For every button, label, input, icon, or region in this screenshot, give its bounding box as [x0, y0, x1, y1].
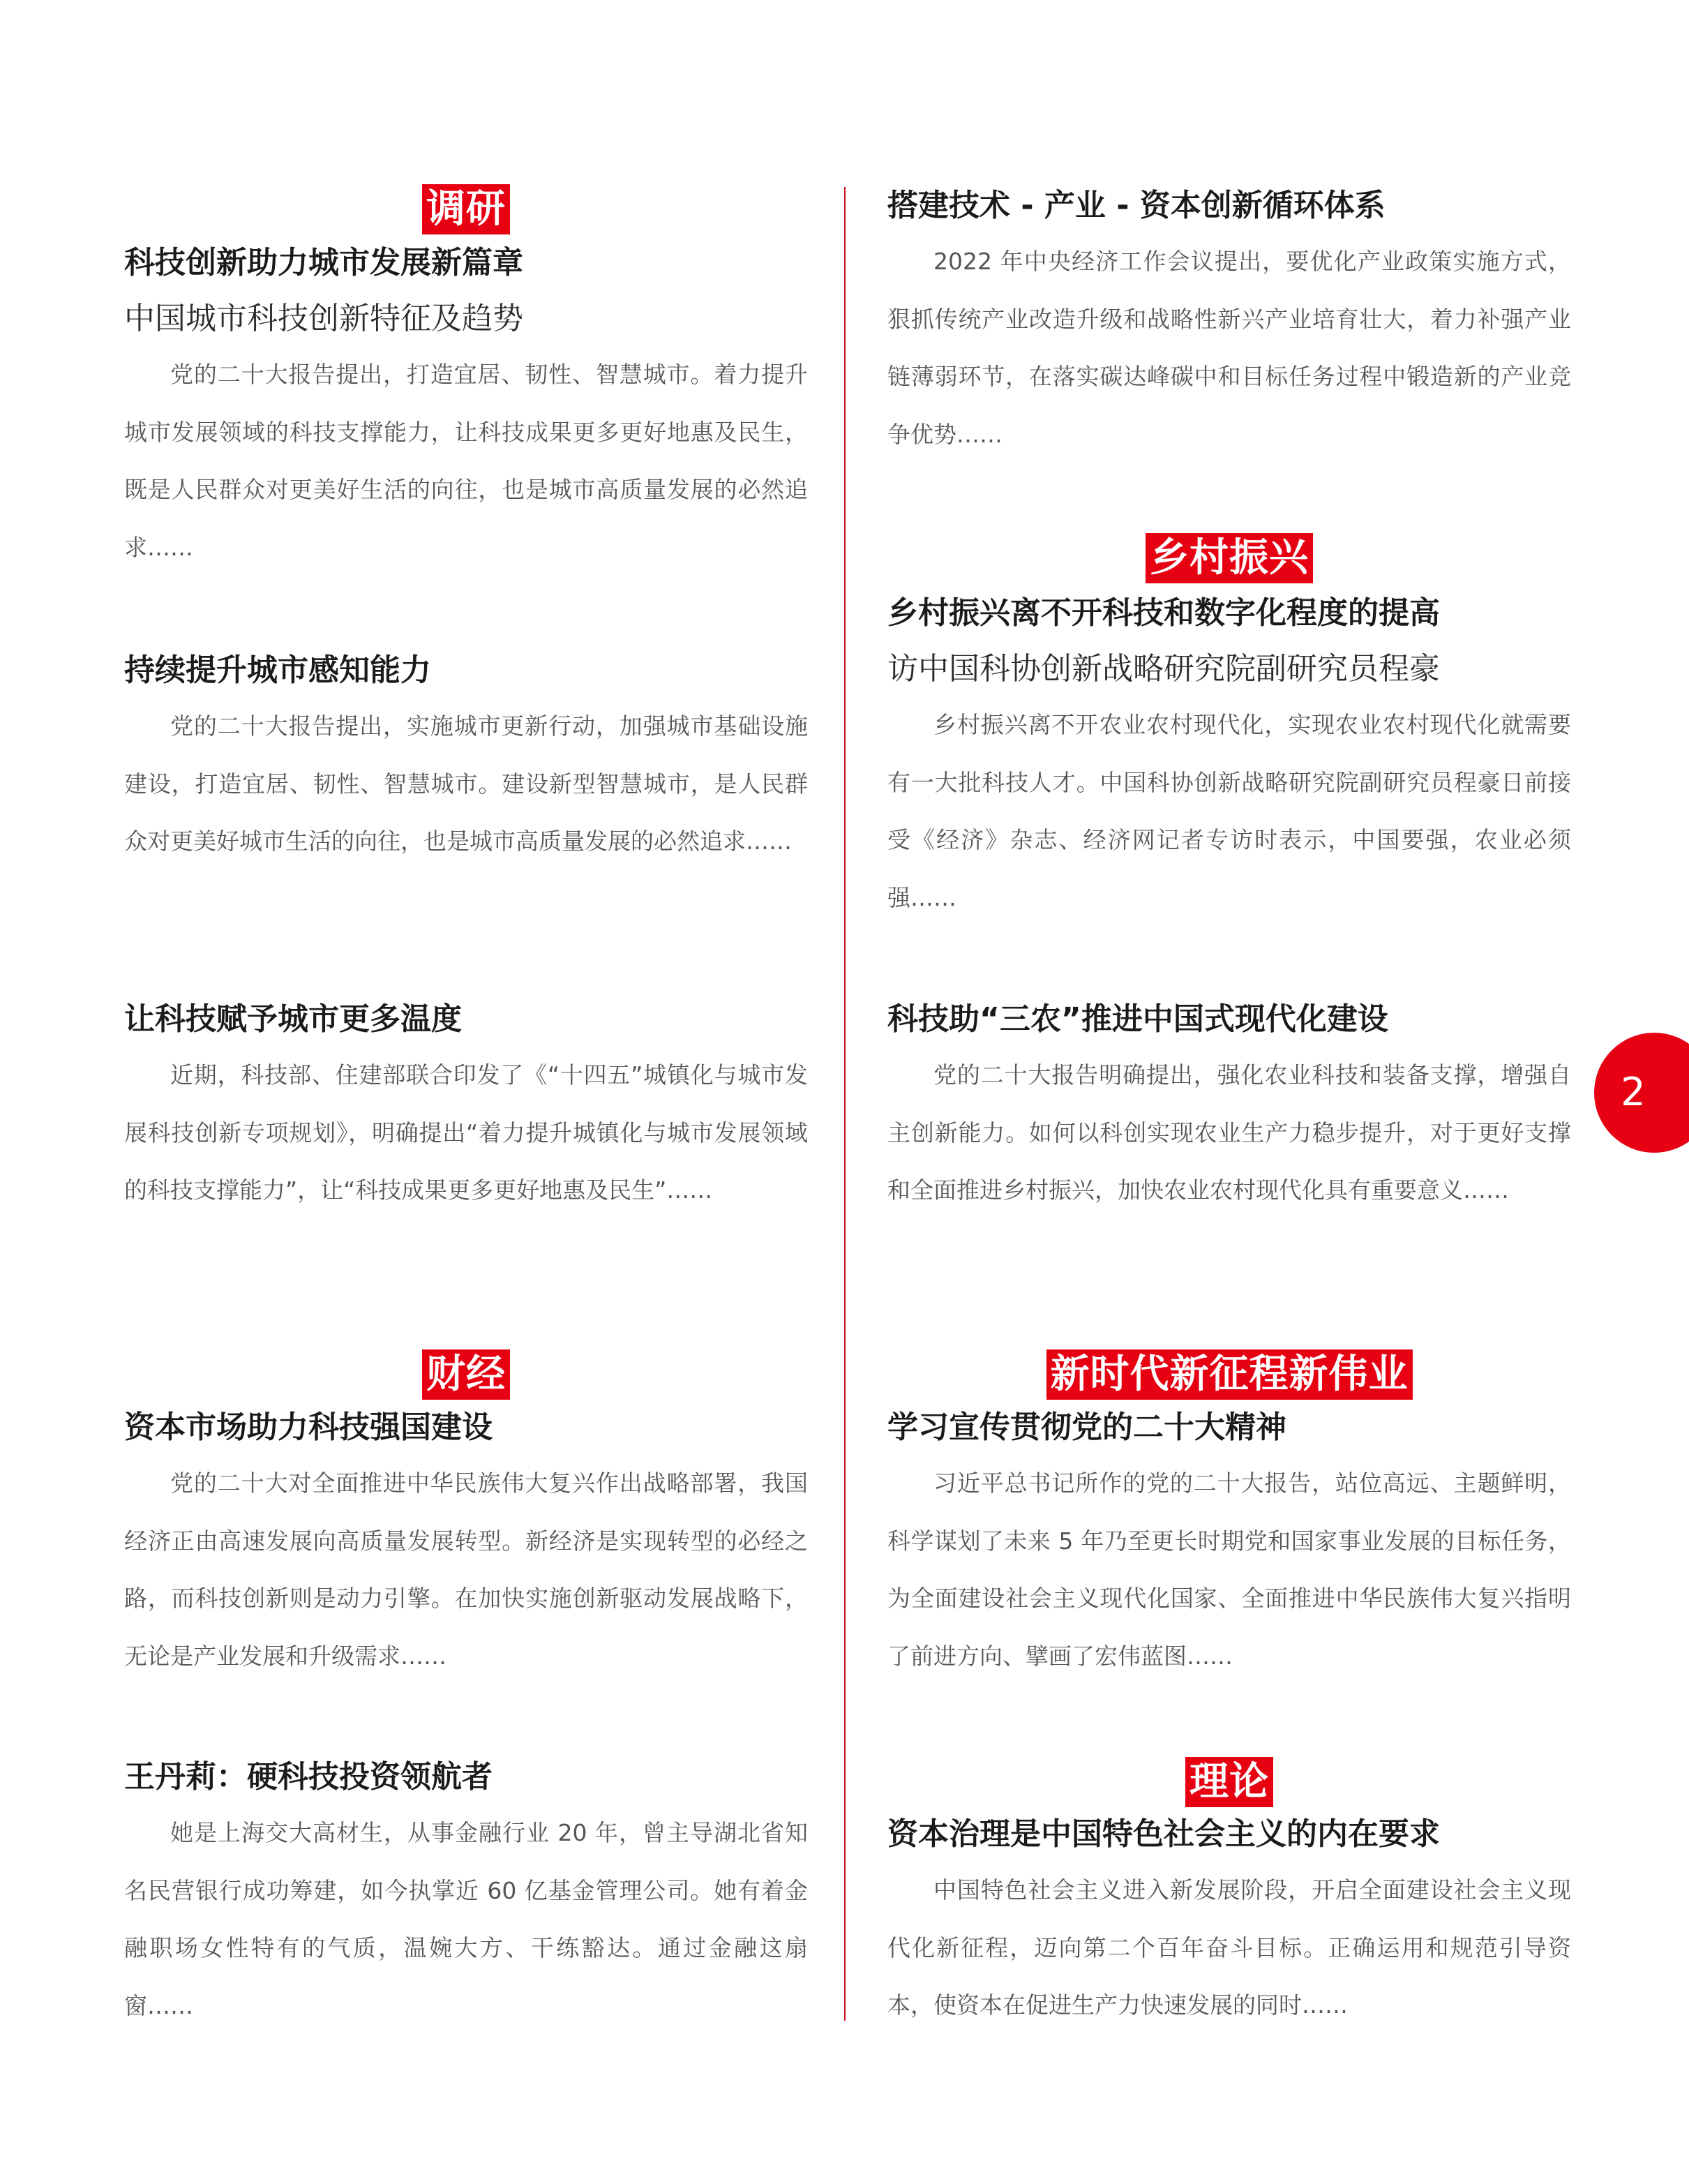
article-title[interactable]: 持续提升城市感知能力 — [124, 652, 431, 688]
article-title[interactable]: 学习宣传贯彻党的二十大精神 — [887, 1409, 1286, 1445]
article-wang-danli[interactable] — [124, 1756, 808, 2035]
section-tag-research: 调研 — [422, 184, 510, 234]
section-tag-finance: 财经 — [422, 1349, 510, 1400]
page-number-badge — [1594, 1033, 1689, 1153]
article-study-congress[interactable] — [887, 1406, 1571, 1685]
article-excerpt: 近期，科技部、住建部联合印发了《“十四五”城镇化与城市发展科技创新专项规划》，明确提出“着力提升城镇化与城市发展领域的科技支撑能力”，让“科技成果更多更好地惠及民生”…… — [124, 1061, 808, 1204]
article-title[interactable]: 资本市场助力科技强国建设 — [124, 1409, 493, 1445]
article-three-rural[interactable] — [887, 998, 1571, 1220]
article-city-warmth[interactable] — [124, 998, 808, 1220]
article-capital-governance[interactable] — [887, 1813, 1571, 2035]
section-tag-theory-wrap — [887, 1757, 1571, 1807]
article-innovation-cycle[interactable] — [887, 184, 1571, 463]
article-city-innovation[interactable] — [124, 241, 808, 576]
section-tag-research-wrap — [124, 184, 808, 234]
section-tag-rural-revitalization: 乡村振兴 — [1146, 533, 1313, 583]
article-excerpt: 乡村振兴离不开农业农村现代化，实现农业农村现代化就需要有一大批科技人才。中国科协创新战略研究院副研究员程豪日前接受《经济》杂志、经济网记者专访时表示，中国要强，农业必须强…… — [887, 711, 1571, 911]
article-excerpt: 党的二十大报告提出，实施城市更新行动，加强城市基础设施建设，打造宜居、韧性、智慧城市。建设新型智慧城市，是人民群众对更美好城市生活的向往，也是城市高质量发展的必然追求…… — [124, 712, 808, 855]
article-subtitle: 访中国科协创新战略研究院副研究员程豪 — [887, 651, 1440, 687]
article-rural-digital[interactable] — [887, 592, 1571, 927]
article-title[interactable]: 乡村振兴离不开科技和数字化程度的提高 — [887, 595, 1440, 631]
article-title[interactable]: 让科技赋予城市更多温度 — [124, 1001, 462, 1037]
article-excerpt: 2022 年中央经济工作会议提出，要优化产业政策实施方式，狠抓传统产业改造升级和战略性新兴产业培育壮大，着力补强产业链薄弱环节，在落实碳达峰碳中和目标任务过程中锻造新的产业竞争优势…… — [887, 248, 1571, 448]
article-excerpt: 中国特色社会主义进入新发展阶段，开启全面建设社会主义现代化新征程，迈向第二个百年奋斗目标。正确运用和规范引导资本，使资本在促进生产力快速发展的同时…… — [887, 1876, 1571, 2019]
article-capital-market[interactable] — [124, 1406, 808, 1685]
section-tag-new-era-wrap — [887, 1349, 1571, 1400]
article-subtitle: 中国城市科技创新特征及趋势 — [124, 301, 523, 336]
article-excerpt: 习近平总书记所作的党的二十大报告，站位高远、主题鲜明，科学谋划了未来 5 年乃至更长时期党和国家事业发展的目标任务，为全面建设社会主义现代化国家、全面推进中华民族伟大复兴指明了前进方向、擘画了宏伟蓝图…… — [887, 1469, 1571, 1670]
section-tag-new-era: 新时代新征程新伟业 — [1046, 1349, 1413, 1400]
article-title[interactable]: 科技助“三农”推进中国式现代化建设 — [887, 1001, 1388, 1037]
article-title[interactable]: 科技创新助力城市发展新篇章 — [124, 245, 523, 281]
section-tag-rural-wrap — [887, 533, 1571, 583]
article-excerpt: 党的二十大报告明确提出，强化农业科技和装备支撑，增强自主创新能力。如何以科创实现农业生产力稳步提升，对于更好支撑和全面推进乡村振兴，加快农业农村现代化具有重要意义…… — [887, 1061, 1571, 1204]
article-excerpt: 党的二十大报告提出，打造宜居、韧性、智慧城市。着力提升城市发展领域的科技支撑能力，让科技成果更多更好地惠及民生，既是人民群众对更美好生活的向往，也是城市高质量发展的必然追求…… — [124, 361, 808, 561]
article-title[interactable]: 王丹莉：硬科技投资领航者 — [124, 1759, 493, 1795]
article-title[interactable]: 资本治理是中国特色社会主义的内在要求 — [887, 1816, 1440, 1852]
article-city-perception[interactable] — [124, 649, 808, 871]
page-number: 2 — [1621, 1070, 1646, 1115]
section-tag-finance-wrap — [124, 1349, 808, 1400]
article-excerpt: 她是上海交大高材生，从事金融行业 20 年，曾主导湖北省知名民营银行成功筹建，如今执掌近 60 亿基金管理公司。她有着金融职场女性特有的气质，温婉大方、干练豁达。通过金融这扇窗…… — [124, 1819, 808, 2019]
section-tag-theory: 理论 — [1185, 1757, 1273, 1807]
article-title[interactable]: 搭建技术 - 产业 - 资本创新循环体系 — [887, 188, 1386, 223]
article-excerpt: 党的二十大对全面推进中华民族伟大复兴作出战略部署，我国经济正由高速发展向高质量发展转型。新经济是实现转型的必经之路，而科技创新则是动力引擎。在加快实施创新驱动发展战略下，无论是产业发展和升级需求…… — [124, 1469, 808, 1670]
column-divider — [844, 187, 846, 2021]
